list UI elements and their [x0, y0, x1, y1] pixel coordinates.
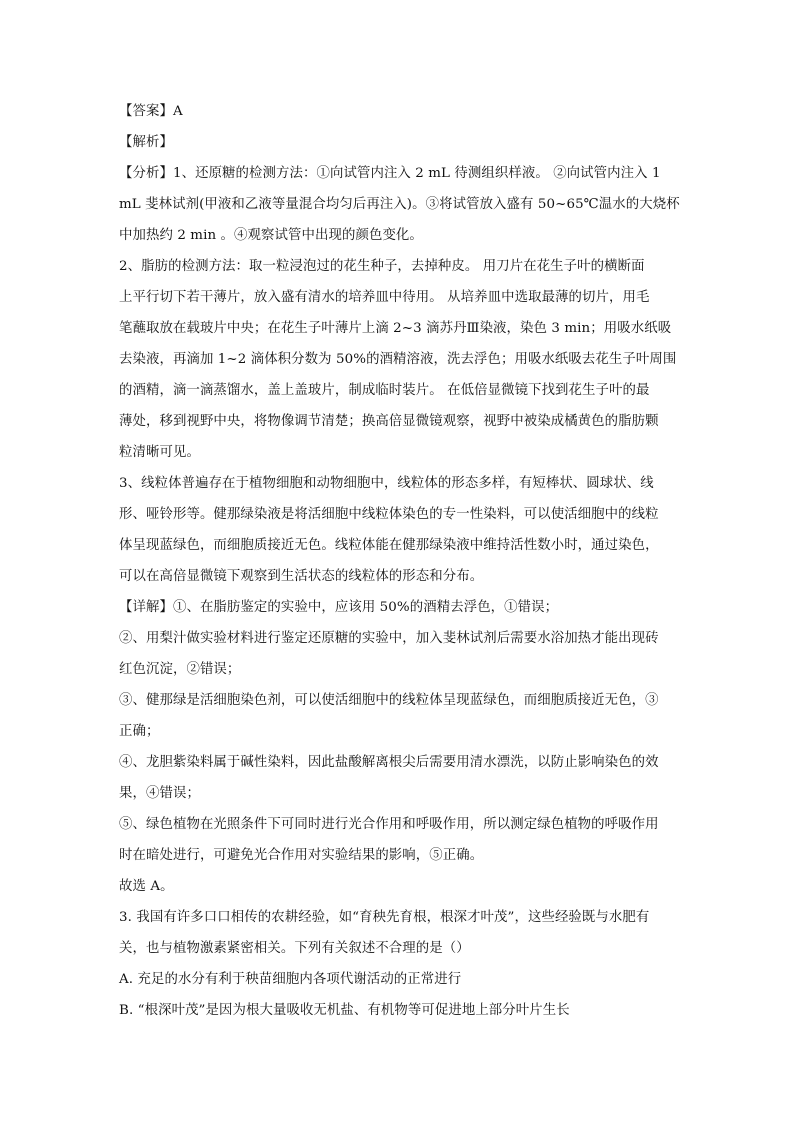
text-line: ④、龙胆紫染料属于碱性染料，因此盐酸解离根尖后需要用清水漂洗，以防止影响染色的效 [119, 755, 659, 770]
text-line: mL 斐林试剂(甲液和乙液等量混合均匀后再注入)。③将试管放入盛有 50~65℃温水的大烧杯 [119, 197, 680, 212]
question-3 [119, 908, 679, 959]
text-line: ③、健那绿是活细胞染色剂，可以使活细胞中的线粒体呈现蓝绿色，而细胞质接近无色，③ [119, 693, 659, 708]
text-line: 关，也与植物激素紧密相关。下列有关叙述不合理的是（） [119, 941, 470, 956]
text-line: 红色沉淀，②错误； [119, 662, 241, 677]
text-line: 时在暗处进行，可避免光合作用对实验结果的影响，⑤正确。 [119, 848, 484, 863]
text-line: 3. 我国有许多口口相传的农耕经验，如“育秧先育根，根深才叶茂”，这些经验既与水肥有 [119, 910, 650, 925]
analysis-mitochondria [119, 474, 679, 587]
document-body [119, 102, 679, 1032]
analysis-fat [119, 257, 679, 463]
detail-4 [119, 753, 679, 804]
text-line: 2、脂肪的检测方法：取一粒浸泡过的花生种子，去掉种皮。 用刀片在花生子叶的横断面 [119, 259, 645, 274]
text-line: 的酒精，滴一滴蒸馏水，盖上盖玻片，制成临时装片。 在低倍显微镜下找到花生子叶的最 [119, 383, 650, 398]
text-line: ②、用梨汁做实验材料进行鉴定还原糖的实验中，加入斐林试剂后需要水浴加热才能出现砖 [119, 631, 659, 646]
text-line: B. “根深叶茂”是因为根大量吸收无机盐、有机物等可促进地上部分叶片生长 [119, 1003, 570, 1018]
text-line: 笔蘸取放在载玻片中央；在花生子叶薄片上滴 2~3 滴苏丹Ⅲ染液，染色 3 min；用吸水纸吸 [119, 321, 672, 336]
text-line: 粒清晰可见。 [119, 445, 200, 460]
text-line: 可以在高倍显微镜下观察到生活状态的线粒体的形态和分布。 [119, 569, 484, 584]
analysis-heading: 【解析】 [119, 135, 173, 150]
detail-5 [119, 815, 679, 866]
text-line: 去染液，再滴加 1~2 滴体积分数为 50%的酒精溶液，洗去浮色；用吸水纸吸去花生子叶周围 [119, 352, 677, 367]
text-line: 3、线粒体普遍存在于植物细胞和动物细胞中，线粒体的形态多样，有短棒状、圆球状、线 [119, 476, 654, 491]
analysis-reducing-sugar [119, 164, 679, 246]
text-line: 正确； [119, 724, 160, 739]
text-line: 形、哑铃形等。健那绿染液是将活细胞中线粒体染色的专一性染料，可以使活细胞中的线粒 [119, 507, 659, 522]
text-line: 果，④错误； [119, 786, 200, 801]
text-line: 薄处，移到视野中央，将物像调节清楚；换高倍显微镜观察，视野中被染成橘黄色的脂肪颗 [119, 414, 659, 429]
option-b [119, 1001, 679, 1021]
text-line: 【分析】1、还原糖的检测方法：①向试管内注入 2 mL 待测组织样液。 ②向试管内注入 1 [119, 166, 661, 181]
option-a [119, 970, 679, 990]
conclusion [119, 877, 679, 897]
detail-3 [119, 691, 679, 742]
detail-2 [119, 629, 679, 680]
text-line: A. 充足的水分有利于秧苗细胞内各项代谢活动的正常进行 [119, 972, 462, 987]
text-line: ⑤、绿色植物在光照条件下可同时进行光合作用和呼吸作用，所以测定绿色植物的呼吸作用 [119, 817, 659, 832]
text-line: 体呈现蓝绿色，而细胞质接近无色。线粒体能在健那绿染液中维持活性数小时，通过染色， [119, 538, 659, 553]
answer-line: 【答案】A [119, 104, 183, 119]
text-line: 中加热约 2 min 。④观察试管中出现的颜色变化。 [119, 228, 423, 243]
text-line: 上平行切下若干薄片，放入盛有清水的培养皿中待用。 从培养皿中选取最薄的切片，用毛 [119, 290, 650, 305]
detail-1 [119, 598, 679, 618]
text-line: 【详解】①、在脂肪鉴定的实验中，应该用 50%的酒精去浮色，①错误； [119, 600, 559, 615]
text-line: 故选 A。 [119, 879, 174, 894]
